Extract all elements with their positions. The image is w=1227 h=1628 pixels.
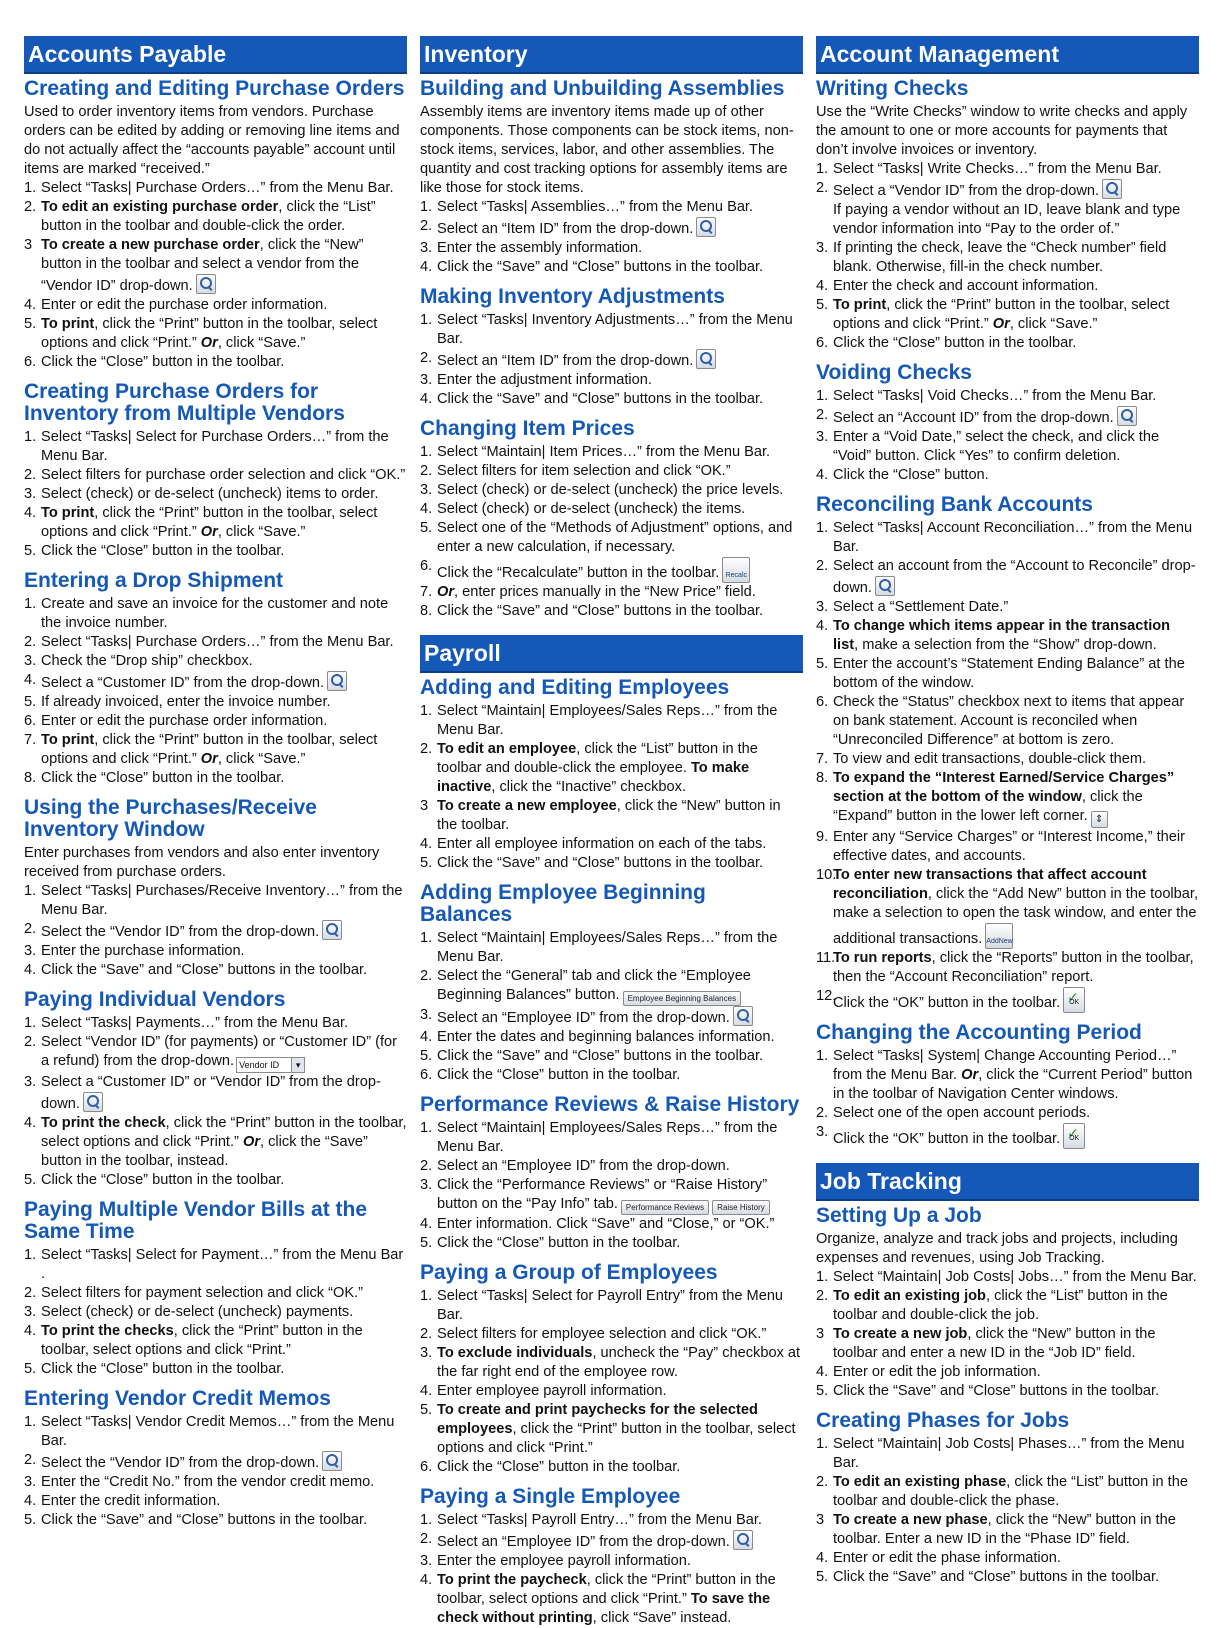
raise-history-button-icon: Raise History [712, 1200, 770, 1215]
step: 4. Enter the dates and beginning balances information. [420, 1029, 775, 1045]
add-new-icon: AddNew [985, 923, 1013, 949]
step: 1. Select “Maintain| Job Costs| Phases…” from the Menu Bar. [816, 1436, 1185, 1471]
step: 6. Click the “Recalculate” button in the toolbar. Recalc [420, 557, 803, 583]
topic-title: Entering a Drop Shipment [24, 569, 284, 592]
expand-icon: ⇕ [1091, 811, 1108, 828]
topic-title: Building and Unbuilding Assemblies [420, 77, 785, 100]
step: 4. Enter all employee information on each of the tabs. [420, 836, 767, 852]
step: 3. If printing the check, leave the “Check number” field blank. Otherwise, fill-in the check number. [816, 240, 1167, 275]
step: 6. Check the “Status” checkbox next to items that appear on bank statement. Account is reconciled when “Unreconciled Difference” at bottom is zero. [816, 694, 1185, 748]
step: 4. Enter or edit the purchase order information. [24, 297, 328, 313]
step: 2. Select filters for payment selection and click “OK.” [24, 1285, 363, 1301]
step: 1. Select “Tasks| Select for Payroll Entry” from the Menu Bar. [420, 1288, 784, 1323]
banner-accounts-payable: Accounts Payable [24, 36, 407, 74]
step: 5. Select one of the “Methods of Adjustment” options, and enter a new calculation, if necessary. [420, 520, 793, 555]
steps-list [816, 1047, 1199, 1149]
step: 2. Select filters for purchase order selection and click “OK.” [24, 467, 406, 483]
step: 6. Click the “Close” button in the toolbar. [816, 335, 1077, 351]
step: 2. Select an account from the “Account to Reconcile” drop-down. [816, 558, 1196, 596]
search-icon [327, 671, 347, 691]
search-icon [1102, 179, 1122, 199]
topic-item-prices [420, 418, 803, 621]
step: 5. Click the “Close” button in the toolbar. [24, 543, 285, 559]
step: 2. To edit an existing purchase order, click the “List” button in the toolbar and double-click the order. [24, 199, 376, 234]
search-icon [696, 349, 716, 369]
step: 4. Enter employee payroll information. [420, 1383, 667, 1399]
topic-purchases-receive [24, 797, 407, 980]
step: 1. Select “Tasks| Select for Payment…” from the Menu Bar . [24, 1247, 404, 1282]
topic-accounting-period [816, 1022, 1199, 1149]
step: 3. Select (check) or de-select (uncheck) items to order. [24, 486, 379, 502]
step: 1. Select “Maintain| Employees/Sales Reps…” from the Menu Bar. [420, 930, 778, 965]
topic-writing-checks [816, 78, 1199, 353]
step: 3. Enter the employee payroll information. [420, 1553, 691, 1569]
step: 5. Click the “Save” and “Close” buttons in the toolbar. [420, 1048, 764, 1064]
step: 1. Select “Tasks| Vendor Credit Memos…” from the Menu Bar. [24, 1414, 395, 1449]
topic-title: Setting Up a Job [816, 1204, 982, 1227]
steps-list [420, 1511, 803, 1628]
steps-list [816, 519, 1199, 1013]
employee-beginning-balances-button-icon: Employee Beginning Balances [623, 991, 742, 1006]
step: 4. Click the “Save” and “Close” buttons in the toolbar. [24, 962, 368, 978]
step: 8. Click the “Save” and “Close” buttons in the toolbar. [420, 603, 764, 619]
topic-intro: Use the “Write Checks” window to write checks and apply the amount to one or more accounts for payments that don’t involve invoices or inventory. [816, 104, 1188, 158]
step: 1. Select “Maintain| Item Prices…” from the Menu Bar. [420, 444, 771, 460]
topic-title: Entering Vendor Credit Memos [24, 1387, 331, 1410]
step: 3. Click the “Performance Reviews” or “Raise History” button on the “Pay Info” tab. Performance Reviews Raise History [420, 1176, 803, 1215]
step: 6. Click the “Close” button in the toolbar. [24, 354, 285, 370]
recalculate-icon: Recalc [722, 557, 750, 583]
step: 1. Select “Tasks| Payments…” from the Menu Bar. [24, 1015, 349, 1031]
step: 8. To expand the “Interest Earned/Service Charges” section at the bottom of the window, click the “Expand” button in the lower left corner. ⇕ [816, 769, 1199, 828]
topic-title: Paying a Group of Employees [420, 1261, 718, 1284]
step: 2. Select an “Employee ID” from the drop-down. [420, 1158, 730, 1174]
step: 1. Select “Tasks| Account Reconciliation…” from the Menu Bar. [816, 520, 1193, 555]
step: 4. To print the checks, click the “Print” button in the toolbar, select options and click “Print.” [24, 1323, 363, 1358]
topic-single-employee [420, 1486, 803, 1628]
step: 1. Create and save an invoice for the customer and note the invoice number. [24, 596, 389, 631]
topic-phases [816, 1410, 1199, 1587]
topic-employees [420, 677, 803, 873]
topic-title: Creating and Editing Purchase Orders [24, 77, 405, 100]
column-inventory-payroll [420, 36, 803, 1628]
step: 4. Click the “Save” and “Close” buttons in the toolbar. [420, 391, 764, 407]
column-accounts-payable [24, 36, 407, 1530]
step: 1. Select “Maintain| Employees/Sales Reps…” from the Menu Bar. [420, 1120, 778, 1155]
banner-payroll: Payroll [420, 635, 803, 673]
steps-list [24, 1413, 407, 1530]
step: 2. Select an “Item ID” from the drop-down. [420, 217, 803, 239]
steps-list [24, 1014, 407, 1190]
step: 3. Enter the adjustment information. [420, 372, 652, 388]
step: 3. Select an “Employee ID” from the drop-down. [420, 1006, 803, 1028]
step: 4. Click the “Close” button. [816, 467, 989, 483]
step: 4. Enter the credit information. [24, 1493, 221, 1509]
step: 4. To print the check, click the “Print” button in the toolbar, select options and click “Print.” Or, click the “Save” button in the toolbar, instead. [24, 1115, 407, 1169]
topic-beginning-balances [420, 882, 803, 1085]
topic-title: Creating Purchase Orders for Inventory from Multiple Vendors [24, 380, 345, 425]
step: 2. Select filters for item selection and click “OK.” [420, 463, 731, 479]
topic-intro: Used to order inventory items from vendors. Purchase orders can be edited by adding or removing line items and do not actually affect the “accounts payable” account until items are marked “received.” [24, 104, 400, 177]
step: 2. Select an “Account ID” from the drop-down. [816, 406, 1199, 428]
topic-title: Creating Phases for Jobs [816, 1409, 1070, 1432]
step: 3. Enter the assembly information. [420, 240, 643, 256]
topic-title: Paying Multiple Vendor Bills at the Same Time [24, 1198, 368, 1243]
search-icon [1117, 406, 1137, 426]
topic-setting-up-job [816, 1205, 1199, 1401]
search-icon [196, 274, 216, 294]
steps-list [24, 1246, 407, 1379]
step: 9. Enter any “Service Charges” or “Interest Income,” their effective dates, and accounts. [816, 829, 1186, 864]
step: 2. Select the “Vendor ID” from the drop-down. [24, 1451, 407, 1473]
topic-title: Paying Individual Vendors [24, 988, 286, 1011]
step: 2. Select an “Employee ID” from the drop-down. [420, 1530, 803, 1552]
topic-multiple-vendors [24, 381, 407, 561]
search-icon [696, 217, 716, 237]
step: 2. Select an “Item ID” from the drop-down. [420, 349, 803, 371]
step: 5. If already invoiced, enter the invoice number. [24, 694, 331, 710]
step: 1. Select “Tasks| Write Checks…” from the Menu Bar. [816, 161, 1162, 177]
step: 3. Enter a “Void Date,” select the check, and click the “Void” button. Click “Yes” to confirm deletion. [816, 429, 1160, 464]
step: 3. Select (check) or de-select (uncheck) payments. [24, 1304, 354, 1320]
step: 3. Select (check) or de-select (uncheck) the price levels. [420, 482, 784, 498]
ok-check-icon: ✓ OK [1063, 1123, 1085, 1149]
topic-assemblies [420, 78, 803, 277]
steps-list [24, 428, 407, 561]
performance-reviews-button-icon: Performance Reviews [621, 1200, 709, 1215]
step: 3. Check the “Drop ship” checkbox. [24, 653, 253, 669]
step: 3. Select a “Settlement Date.” [816, 599, 1009, 615]
step: 6. Click the “Close” button in the toolbar. [420, 1459, 681, 1475]
topic-intro: Assembly items are inventory items made up of other components. Those components can be stock items, non-stock items, services, labor, and other assemblies. The quantity and cost tracking options for assembly items are like those for stock items. [420, 104, 794, 196]
step: 4. Select a “Customer ID” from the drop-down. [24, 671, 407, 693]
step: 8. Click the “Close” button in the toolbar. [24, 770, 285, 786]
step: 1. Select “Maintain| Employees/Sales Reps…” from the Menu Bar. [420, 703, 778, 738]
search-icon [875, 576, 895, 596]
step: 5. To create and print paychecks for the selected employees, click the “Print” button in the toolbar, select options and click “Print.” [420, 1402, 796, 1456]
step: 4. To print the paycheck, click the “Print” button in the toolbar, select options and click “Print.” To save the check without printing, click “Save” instead. [420, 1572, 776, 1626]
banner-inventory: Inventory [420, 36, 803, 74]
step: 1. Select “Tasks| Void Checks…” from the Menu Bar. [816, 388, 1157, 404]
step: 10. To enter new transactions that affect account reconciliation, click the “Add New” button in the toolbar, make a selection to open the task window, and enter the additional transactions. AddNew [816, 867, 1199, 947]
topic-intro: Enter purchases from vendors and also enter inventory received from purchase orders. [24, 845, 380, 880]
topic-paying-multiple-bills [24, 1199, 407, 1379]
step: 2. To edit an existing phase, click the “List” button in the toolbar and double-click the phase. [816, 1474, 1188, 1509]
topic-drop-shipment [24, 570, 407, 788]
steps-list [420, 1119, 803, 1253]
step: 2. Select “Vendor ID” (for payments) or “Customer ID” (for a refund) from the drop-down. Vendor ID ▾ [24, 1033, 407, 1073]
topic-performance-reviews [420, 1094, 803, 1253]
ok-check-icon: ✓ OK [1063, 987, 1085, 1013]
steps-list [816, 387, 1199, 485]
step: 4. Select (check) or de-select (uncheck) the items. [420, 501, 746, 517]
steps-list [420, 929, 803, 1085]
step: 2. Select filters for employee selection and click “OK.” [420, 1326, 767, 1342]
steps-list [816, 1435, 1199, 1587]
topic-voiding-checks [816, 362, 1199, 485]
banner-job-tracking: Job Tracking [816, 1163, 1199, 1201]
search-icon [322, 920, 342, 940]
topic-paying-individual-vendors [24, 989, 407, 1190]
topic-purchase-orders [24, 78, 407, 372]
step: 1. Select “Tasks| Payroll Entry…” from the Menu Bar. [420, 1512, 762, 1528]
topic-title: Voiding Checks [816, 361, 972, 384]
step: 1. Select “Tasks| Purchases/Receive Inventory…” from the Menu Bar. [24, 883, 403, 918]
step: 1. Select “Tasks| Select for Purchase Orders…” from the Menu Bar. [24, 429, 389, 464]
search-icon [733, 1530, 753, 1550]
steps-list [816, 1268, 1199, 1401]
step: 3. Select a “Customer ID” or “Vendor ID” from the drop-down. [24, 1074, 381, 1112]
step: 2. Select the “Vendor ID” from the drop-down. [24, 920, 407, 942]
search-icon [83, 1092, 103, 1112]
step: 7. To view and edit transactions, double-click them. [816, 751, 1147, 767]
steps-list [420, 443, 803, 621]
steps-list [420, 702, 803, 873]
step: 5. To print, click the “Print” button in the toolbar, select options and click “Print.” Or, click “Save.” [816, 297, 1170, 332]
banner-account-management: Account Management [816, 36, 1199, 74]
step: 3 To create a new purchase order, click the “New” button in the toolbar and select a vendor from the “Vendor ID” drop-down. [24, 237, 364, 294]
step: 6. Enter or edit the purchase order information. [24, 713, 328, 729]
step: 4. Enter information. Click “Save” and “Close,” or “OK.” [420, 1216, 775, 1232]
steps-list [420, 311, 803, 409]
step: 2. Select “Tasks| Purchase Orders…” from the Menu Bar. [24, 634, 394, 650]
topic-title: Reconciling Bank Accounts [816, 493, 1093, 516]
topic-vendor-credit-memos [24, 1388, 407, 1530]
topic-title: Using the Purchases/Receive Inventory Window [24, 796, 317, 841]
step: 1. Select “Tasks| System| Change Accounting Period…” from the Menu Bar. Or, click the “Current Period” button in the toolbar of Navigation Center windows. [816, 1048, 1193, 1102]
step: 5. Click the “Save” and “Close” buttons in the toolbar. [24, 1512, 368, 1528]
topic-title: Adding Employee Beginning Balances [420, 881, 706, 926]
step: 4. To change which items appear in the transaction list, make a selection from the “Show” drop-down. [816, 618, 1171, 653]
step: 4. Click the “Save” and “Close” buttons in the toolbar. [420, 259, 764, 275]
step: 1. Select “Tasks| Inventory Adjustments…” from the Menu Bar. [420, 312, 793, 347]
step: 2. Select one of the open account periods. [816, 1105, 1091, 1121]
column-account-management [816, 36, 1199, 1587]
topic-title: Performance Reviews & Raise History [420, 1093, 800, 1116]
step: 2. To edit an existing job, click the “List” button in the toolbar and double-click the job. [816, 1288, 1168, 1323]
step: 1. Select “Maintain| Job Costs| Jobs…” from the Menu Bar. [816, 1269, 1197, 1285]
steps-list [420, 198, 803, 277]
step: 2. Select a “Vendor ID” from the drop-down. If paying a vendor without an ID, leave blank and type vendor information into “Pay to the order of.” [816, 180, 1181, 237]
vendor-id-select-icon: Vendor ID ▾ [236, 1057, 305, 1073]
step: 7. Or, enter prices manually in the “New Price” field. [420, 584, 756, 600]
step: 12. Click the “OK” button in the toolbar. ✓ OK [816, 987, 1199, 1013]
step: 7. To print, click the “Print” button in the toolbar, select options and click “Print.” Or, click “Save.” [24, 732, 378, 767]
topic-title: Writing Checks [816, 77, 969, 100]
topic-title: Paying a Single Employee [420, 1485, 681, 1508]
topic-title: Changing the Accounting Period [816, 1021, 1142, 1044]
steps-list [24, 882, 407, 980]
step: 3 To create a new job, click the “New” button in the toolbar and enter a new ID in the “Job ID” field. [816, 1326, 1156, 1361]
step: 4. To print, click the “Print” button in the toolbar, select options and click “Print.” Or, click “Save.” [24, 505, 378, 540]
step: 11. To run reports, click the “Reports” button in the toolbar, then the “Account Reconciliation” report. [816, 950, 1194, 985]
step: 4. Enter the check and account information. [816, 278, 1099, 294]
step: 3 To create a new employee, click the “New” button in the toolbar. [420, 798, 781, 833]
search-icon [733, 1006, 753, 1026]
search-icon [322, 1451, 342, 1471]
step: 1. Select “Tasks| Purchase Orders…” from the Menu Bar. [24, 180, 394, 196]
step: 5. Enter the account’s “Statement Ending Balance” at the bottom of the window. [816, 656, 1185, 691]
steps-list [816, 160, 1199, 353]
step: 5. Click the “Save” and “Close” buttons in the toolbar. [816, 1383, 1160, 1399]
step: 5. Click the “Save” and “Close” buttons in the toolbar. [420, 855, 764, 871]
topic-reconciling [816, 494, 1199, 1013]
topic-group-payroll [420, 1262, 803, 1477]
steps-list [24, 179, 407, 372]
topic-intro: Organize, analyze and track jobs and projects, including expenses and revenues, using Job Tracking. [816, 1231, 1178, 1266]
step: 2. To edit an employee, click the “List” button in the toolbar and double-click the employee. To make inactive, click the “Inactive” checkbox. [420, 741, 758, 795]
step: 3 To create a new phase, click the “New” button in the toolbar. Enter a new ID in the “Phase ID” field. [816, 1512, 1176, 1547]
step: 2. Select the “General” tab and click the “Employee Beginning Balances” button. Employee Beginning Balances [420, 967, 803, 1006]
step: 4. Enter or edit the phase information. [816, 1550, 1061, 1566]
step: 5. Click the “Close” button in the toolbar. [420, 1235, 681, 1251]
topic-title: Making Inventory Adjustments [420, 285, 725, 308]
step: 5. To print, click the “Print” button in the toolbar, select options and click “Print.” Or, click “Save.” [24, 316, 378, 351]
step: 3. Click the “OK” button in the toolbar. ✓ OK [816, 1123, 1199, 1149]
step: 5. Click the “Close” button in the toolbar. [24, 1361, 285, 1377]
topic-title: Adding and Editing Employees [420, 676, 730, 699]
step: 3. Enter the “Credit No.” from the vendor credit memo. [24, 1474, 375, 1490]
step: 4. Enter or edit the job information. [816, 1364, 1041, 1380]
steps-list [24, 595, 407, 788]
step: 6. Click the “Close” button in the toolbar. [420, 1067, 681, 1083]
steps-list [420, 1287, 803, 1477]
topic-title: Changing Item Prices [420, 417, 635, 440]
step: 3. Enter the purchase information. [24, 943, 245, 959]
step: 5. Click the “Save” and “Close” buttons in the toolbar. [816, 1569, 1160, 1585]
step: 3. To exclude individuals, uncheck the “Pay” checkbox at the far right end of the employee row. [420, 1345, 801, 1380]
step: 5. Click the “Close” button in the toolbar. [24, 1172, 285, 1188]
topic-inventory-adjustments [420, 286, 803, 409]
step: 1. Select “Tasks| Assemblies…” from the Menu Bar. [420, 199, 754, 215]
